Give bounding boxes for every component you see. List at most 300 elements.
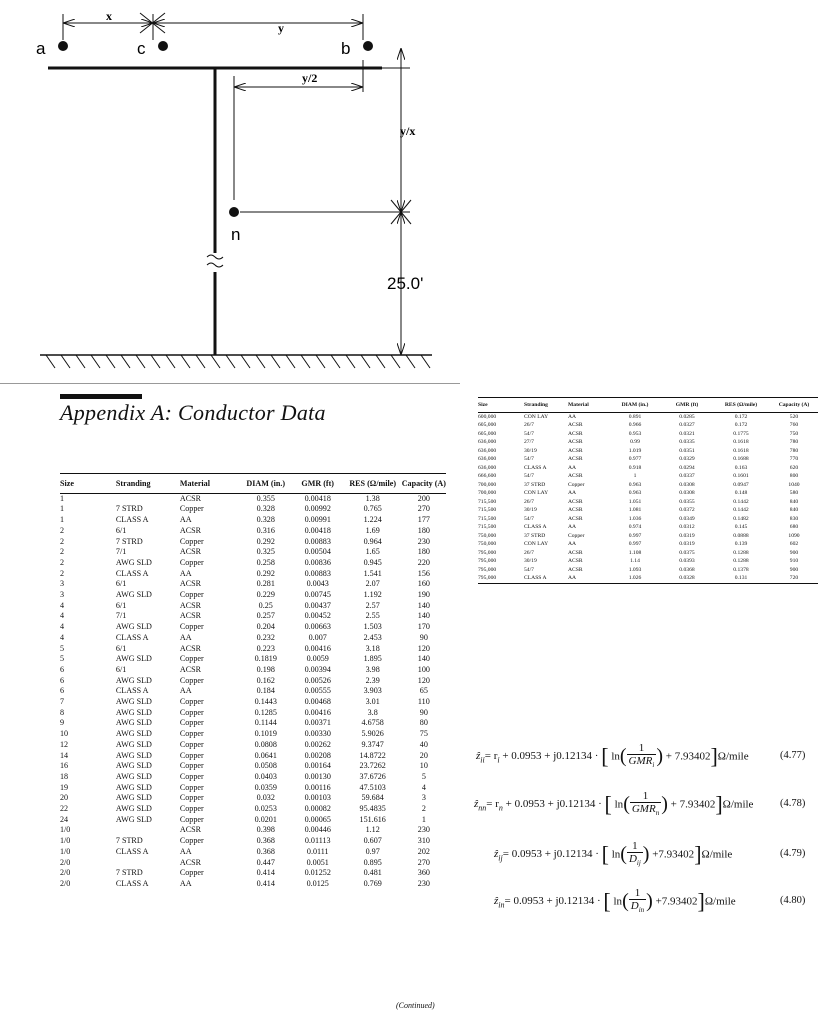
table-row — [478, 498, 818, 507]
ground-hatch-mark — [226, 355, 235, 368]
table-cell: AWG SLD — [115, 761, 152, 771]
table-cell: 780 — [789, 447, 799, 454]
table-cell: 12 — [60, 739, 69, 749]
table-cell: 0.292 — [256, 568, 275, 578]
pole-break-symbol — [207, 255, 223, 267]
column-header: GMR (ft) — [675, 401, 699, 408]
right-paren: ) — [646, 890, 653, 913]
table-cell: 177 — [417, 515, 430, 525]
table-row — [60, 590, 446, 601]
table-cell: ACSR — [179, 611, 201, 621]
table-cell: CLASS A — [115, 568, 149, 578]
table-cell: 0.0312 — [679, 524, 695, 530]
table-cell: 27/7 — [524, 439, 534, 445]
table-cell: 7/1 — [115, 611, 127, 621]
table-row — [478, 566, 818, 575]
table-cell: 0.223 — [256, 643, 275, 653]
left-paren: ( — [622, 890, 629, 913]
label-x: x — [106, 9, 112, 23]
table-cell: CON LAY — [524, 541, 549, 547]
table-row — [478, 574, 818, 583]
table-cell: AWG SLD — [115, 557, 152, 567]
table-cell: 750,000 — [478, 541, 497, 547]
table-cell: 0.00082 — [304, 804, 331, 814]
table-cell: 900 — [789, 566, 799, 573]
column-header: Material — [568, 401, 589, 408]
table-cell: 0.172 — [734, 413, 748, 420]
table-cell: 4 — [60, 600, 65, 610]
table-row — [478, 481, 818, 490]
table-cell: 0.00452 — [304, 611, 331, 621]
table-cell: 54/7 — [524, 430, 534, 437]
table-cell: 0.0337 — [679, 473, 695, 479]
table-cell: 795,000 — [478, 566, 497, 573]
ground-hatch-mark — [406, 355, 415, 368]
table-cell: 19 — [60, 782, 69, 792]
table-row — [478, 447, 818, 456]
table-cell: Copper — [179, 697, 204, 707]
table-cell: 605,000 — [478, 422, 497, 428]
continued-note: (Continued) — [396, 1001, 435, 1010]
table-row — [60, 751, 446, 762]
ground-hatch-mark — [391, 355, 400, 368]
table-cell: 0.0059 — [306, 654, 329, 664]
table-cell: AWG SLD — [115, 814, 152, 824]
table-cell: 2 — [60, 525, 65, 535]
table-cell: 2.55 — [365, 611, 380, 621]
table-cell: 0.00262 — [304, 739, 331, 749]
table-cell: 840 — [789, 498, 799, 505]
table-cell: 37 STRD — [524, 481, 546, 488]
table-cell: 1.081 — [628, 507, 642, 513]
table-cell: 0.0403 — [254, 771, 277, 781]
column-header: Size — [60, 478, 74, 488]
table-cell: 0.964 — [363, 536, 382, 546]
table-cell: 636,000 — [478, 439, 497, 445]
table-row — [60, 686, 446, 697]
table-cell: 0.997 — [628, 532, 642, 539]
table-cell: Copper — [179, 793, 204, 803]
table-cell: 580 — [789, 490, 799, 496]
table-cell: 7 STRD — [115, 836, 143, 846]
ground-hatch-mark — [181, 355, 190, 368]
eq-mid: + 0.0953 + j0.12134 · — [499, 750, 602, 763]
frac-den-sub: ij — [636, 859, 641, 868]
table-cell: 90 — [419, 707, 428, 717]
table-cell: Copper — [568, 532, 585, 539]
frac-den-sub: i — [652, 761, 655, 770]
column-header: Capacity (A) — [401, 478, 446, 488]
column-header: Stranding — [524, 401, 548, 408]
table-cell: 0.00116 — [304, 782, 331, 792]
table-cell: ACSR — [568, 507, 583, 513]
table-cell: 0.1618 — [733, 439, 749, 445]
table-cell: 3.98 — [365, 664, 380, 674]
table-cell: Copper — [179, 739, 204, 749]
table-cell: Copper — [179, 782, 204, 792]
table-cell: 0.1288 — [733, 558, 749, 564]
table-cell: 0.1688 — [733, 456, 749, 462]
table-cell: AA — [568, 575, 577, 581]
left-paren: ( — [623, 793, 630, 816]
table-cell: 1.38 — [365, 493, 380, 503]
table-cell: 54/7 — [524, 515, 534, 522]
table-cell: 37.6726 — [359, 771, 386, 781]
table-row — [60, 847, 446, 858]
table-cell: 23.7262 — [359, 761, 386, 771]
table-cell: 780 — [789, 439, 799, 445]
table-row — [60, 493, 446, 504]
table-cell: AA — [179, 515, 192, 525]
table-cell: 1090 — [788, 532, 800, 539]
table-cell: 0.99 — [630, 439, 640, 445]
table-cell: 715,500 — [478, 515, 497, 522]
table-cell: 0.00836 — [304, 557, 331, 567]
table-cell: Copper — [179, 590, 204, 600]
column-header: Stranding — [115, 478, 151, 488]
ground-hatch-mark — [136, 355, 145, 368]
equation-number: (4.78) — [780, 798, 806, 809]
table-cell: 270 — [417, 504, 430, 514]
ground-hatch-mark — [166, 355, 175, 368]
ground-hatch-mark — [91, 355, 100, 368]
table-cell: 37 STRD — [524, 532, 546, 539]
frac-numerator: 1 — [627, 840, 643, 853]
left-paren: ( — [620, 843, 627, 866]
table-cell: 520 — [789, 413, 799, 420]
table-cell: 680 — [789, 524, 799, 530]
table-cell: 1.65 — [365, 547, 380, 557]
table-cell: 10 — [419, 761, 428, 771]
table-cell: 0.00883 — [304, 536, 331, 546]
table-cell: 0.00394 — [304, 664, 331, 674]
table-cell: AA — [568, 490, 577, 496]
frac-den-sub: n — [655, 809, 660, 818]
table-cell: 0.00164 — [304, 761, 331, 771]
table-cell: 0.97 — [365, 846, 380, 856]
table-cell: 2 — [60, 568, 65, 578]
table-cell: 0.032 — [256, 793, 275, 803]
table-cell: 1 — [633, 473, 637, 479]
table-cell: ACSR — [568, 558, 583, 564]
table-cell: 0.0888 — [733, 532, 749, 539]
table-row — [60, 697, 446, 708]
table-cell: 0.00371 — [304, 718, 331, 728]
eq-unit: Ω/mile — [717, 750, 749, 763]
table-row — [60, 537, 446, 548]
table-cell: 0.00208 — [304, 750, 331, 760]
table-cell: AWG SLD — [115, 654, 152, 664]
table-cell: 22 — [60, 804, 69, 814]
table-cell: AWG SLD — [115, 675, 152, 685]
table-cell: 4 — [60, 611, 65, 621]
table-cell: 0.01252 — [304, 868, 331, 878]
table-cell: ACSR — [179, 600, 201, 610]
table-cell: 0.01113 — [304, 836, 331, 846]
table-cell: 0.769 — [363, 879, 382, 888]
table-cell: 0.162 — [256, 675, 275, 685]
table-cell: 2.57 — [365, 600, 380, 610]
table-cell: 0.974 — [628, 524, 642, 530]
table-cell: 0.0043 — [306, 579, 329, 589]
appendix-title: Appendix A: Conductor Data — [60, 400, 326, 425]
table-cell: 0.148 — [734, 490, 748, 496]
table-cell: 700,000 — [478, 481, 497, 488]
table-cell: 0.0294 — [679, 464, 695, 471]
table-cell: 0.414 — [256, 868, 275, 878]
table-cell: 3 — [421, 793, 426, 803]
table-cell: 8 — [60, 707, 65, 717]
table-cell: 0.184 — [256, 686, 275, 696]
column-header: Size — [478, 401, 488, 408]
left-paren: ( — [619, 745, 627, 768]
table-cell: 220 — [417, 557, 430, 567]
table-cell: 230 — [417, 879, 430, 888]
table-cell: 20 — [419, 750, 428, 760]
table-cell: 6/1 — [115, 525, 127, 535]
table-cell: 1040 — [788, 481, 800, 488]
table-cell: ACSR — [179, 525, 201, 535]
equation — [494, 840, 732, 869]
table-cell: 1.224 — [363, 515, 382, 525]
table-cell: 20 — [60, 793, 69, 803]
table-cell: 0.292 — [256, 536, 275, 546]
table-cell: CLASS A — [524, 575, 547, 581]
table-cell: 1.051 — [628, 498, 642, 505]
table-cell: 3 — [60, 579, 65, 589]
equation — [476, 742, 749, 771]
table-cell: 0.0201 — [254, 814, 277, 824]
label-height: 25.0' — [387, 274, 424, 293]
table-cell: ACSR — [179, 664, 201, 674]
table-row — [478, 489, 818, 498]
table-cell: 0.997 — [628, 541, 642, 547]
table-cell: 180 — [417, 525, 430, 535]
table-cell: 0.328 — [256, 504, 275, 514]
table-row — [60, 815, 446, 826]
table-cell: 230 — [417, 825, 430, 835]
conductor-table-right — [478, 397, 818, 584]
table-cell: 2/0 — [60, 857, 71, 867]
table-cell: CLASS A — [115, 632, 149, 642]
table-cell: 910 — [789, 558, 799, 564]
frac-denominator — [630, 803, 661, 819]
table-cell: ACSR — [179, 825, 201, 835]
section-divider — [0, 383, 460, 384]
table-cell: 715,500 — [478, 498, 497, 505]
fraction — [629, 887, 646, 916]
table-cell: 190 — [417, 590, 430, 600]
table-cell: 3.01 — [365, 697, 380, 707]
table-cell: 605,000 — [478, 430, 497, 437]
table-cell: 715,500 — [478, 507, 497, 513]
table-cell: 2 — [421, 804, 426, 814]
label-y-half: y/2 — [302, 71, 318, 85]
column-header: DIAM (in.) — [621, 401, 649, 408]
table-cell: AWG SLD — [115, 782, 152, 792]
table-cell: 140 — [417, 611, 430, 621]
table-cell: 1.503 — [363, 622, 382, 632]
table-cell: 30/19 — [524, 507, 537, 513]
table-cell: 800 — [789, 473, 799, 479]
table-cell: 1.026 — [628, 575, 642, 581]
table-row — [60, 579, 446, 590]
table-row — [60, 622, 446, 633]
table-cell: CLASS A — [115, 515, 149, 525]
table-cell: 3.18 — [365, 643, 380, 653]
table-cell: 95.4835 — [359, 804, 386, 814]
table-cell: 2/0 — [60, 879, 71, 888]
table-cell: AWG SLD — [115, 739, 152, 749]
table-cell: 0.0355 — [679, 498, 695, 505]
table-cell: 0.25 — [258, 600, 273, 610]
table-cell: 5 — [60, 643, 65, 653]
table-row — [60, 633, 446, 644]
right-paren: ) — [661, 793, 668, 816]
table-row — [60, 879, 446, 890]
ground-hatch-mark — [286, 355, 295, 368]
ground-hatch-mark — [316, 355, 325, 368]
table-cell: 0.00437 — [304, 600, 331, 610]
table-cell: 75 — [419, 729, 428, 739]
table-cell: 0.1819 — [254, 654, 277, 664]
fraction — [627, 840, 643, 869]
table-cell: ACSR — [179, 493, 201, 503]
table-cell — [116, 858, 180, 869]
table-cell: 90 — [419, 632, 428, 642]
table-cell: 6 — [60, 686, 65, 696]
table-cell: 0.328 — [256, 515, 275, 525]
table-cell: 636,000 — [478, 456, 497, 462]
table-cell: 26/7 — [524, 422, 534, 428]
table-cell: Copper — [179, 718, 204, 728]
equation-number: (4.80) — [780, 895, 806, 906]
table-row — [60, 729, 446, 740]
eq-mid: 0.0953 + j0.12134 · — [513, 895, 604, 908]
table-cell: ACSR — [568, 566, 583, 573]
table-cell: 0.00883 — [304, 568, 331, 578]
table-cell: AA — [179, 879, 192, 888]
table-row — [60, 644, 446, 655]
table-row — [60, 740, 446, 751]
table-cell: 0.398 — [256, 825, 275, 835]
table-cell: Copper — [179, 836, 204, 846]
table-cell: CON LAY — [524, 413, 549, 420]
equation-number: (4.77) — [780, 750, 806, 761]
ground-hatch-mark — [361, 355, 370, 368]
ground-hatch — [46, 355, 430, 368]
ground-hatch-mark — [151, 355, 160, 368]
table-cell: 140 — [417, 600, 430, 610]
table-cell: 7 STRD — [115, 504, 143, 514]
table-row — [478, 557, 818, 566]
table-cell: 1.541 — [363, 568, 382, 578]
table-cell: 0.0359 — [254, 782, 277, 792]
right-bracket: ] — [697, 888, 705, 914]
table-cell: Copper — [179, 761, 204, 771]
table-cell: 720 — [789, 575, 799, 581]
table-cell: 2/0 — [60, 868, 71, 878]
table-row — [60, 783, 446, 794]
ground-hatch-mark — [421, 355, 430, 368]
table-cell: 40 — [419, 739, 428, 749]
label-b: b — [341, 39, 351, 58]
table-cell: 0.00991 — [304, 515, 331, 525]
table-cell: 636,000 — [478, 464, 497, 471]
table-cell: 600,000 — [478, 413, 497, 420]
table-cell: CLASS A — [115, 686, 149, 696]
table-cell: Copper — [179, 814, 204, 824]
table-cell: AWG SLD — [115, 793, 152, 803]
table-row — [60, 772, 446, 783]
table-cell: 24 — [60, 814, 69, 824]
table-cell: 0.953 — [628, 430, 642, 437]
table-cell: 6/1 — [115, 664, 127, 674]
conductor-a — [58, 41, 68, 51]
table-cell: 0.00663 — [304, 622, 331, 632]
ground-hatch-mark — [256, 355, 265, 368]
table-cell: 0.00418 — [304, 493, 331, 503]
table-cell: 602 — [789, 541, 799, 547]
table-cell: ACSR — [568, 430, 583, 437]
table-cell: 0.281 — [256, 579, 275, 589]
table-cell: ACSR — [568, 456, 583, 462]
table-cell: 0.00992 — [304, 504, 331, 514]
right-bracket: ] — [694, 841, 702, 867]
ln-label: ln — [608, 848, 621, 861]
right-paren: ) — [642, 843, 650, 866]
table-row — [60, 611, 446, 622]
ground-hatch-mark — [301, 355, 310, 368]
conductor-n — [229, 207, 239, 217]
table-cell: 2.07 — [365, 579, 380, 589]
table-cell: ACSR — [568, 422, 583, 428]
table-cell: 0.204 — [256, 622, 275, 632]
ground-hatch-mark — [196, 355, 205, 368]
table-cell: 1.14 — [630, 558, 640, 564]
table-row — [60, 547, 446, 558]
table-cell: 0.447 — [256, 857, 275, 867]
column-header: GMR (ft) — [301, 478, 335, 488]
table-cell: 0.0319 — [679, 541, 695, 547]
eq-tail: + 7.93402 — [667, 798, 716, 811]
table-row — [60, 504, 446, 515]
table-row — [60, 676, 446, 687]
table-cell: Copper — [179, 557, 204, 567]
table-cell: 0.00418 — [304, 525, 331, 535]
table-cell: 1 — [60, 515, 65, 525]
table-cell: 0.00416 — [304, 643, 331, 653]
table-cell: 4 — [421, 782, 426, 792]
table-cell: 0.355 — [256, 493, 275, 503]
column-header: DIAM (in.) — [246, 478, 286, 488]
table-cell: 0.00526 — [304, 675, 331, 685]
table-row — [60, 708, 446, 719]
table-cell: Copper — [179, 729, 204, 739]
table-cell: 760 — [789, 422, 799, 428]
table-cell: 750,000 — [478, 532, 497, 539]
table-row — [478, 464, 818, 473]
table-cell: 1.036 — [628, 515, 642, 522]
table-cell: 840 — [789, 507, 799, 513]
table-cell: 0.0329 — [679, 456, 695, 462]
eq-mid: 0.0953 + j0.12134 · — [511, 848, 602, 861]
table-cell: 26/7 — [524, 498, 534, 505]
table-cell: Copper — [568, 481, 585, 488]
table-cell: 16 — [60, 761, 69, 771]
eq-tail: +7.93402 — [649, 848, 695, 861]
ln-label: ln — [608, 750, 620, 763]
